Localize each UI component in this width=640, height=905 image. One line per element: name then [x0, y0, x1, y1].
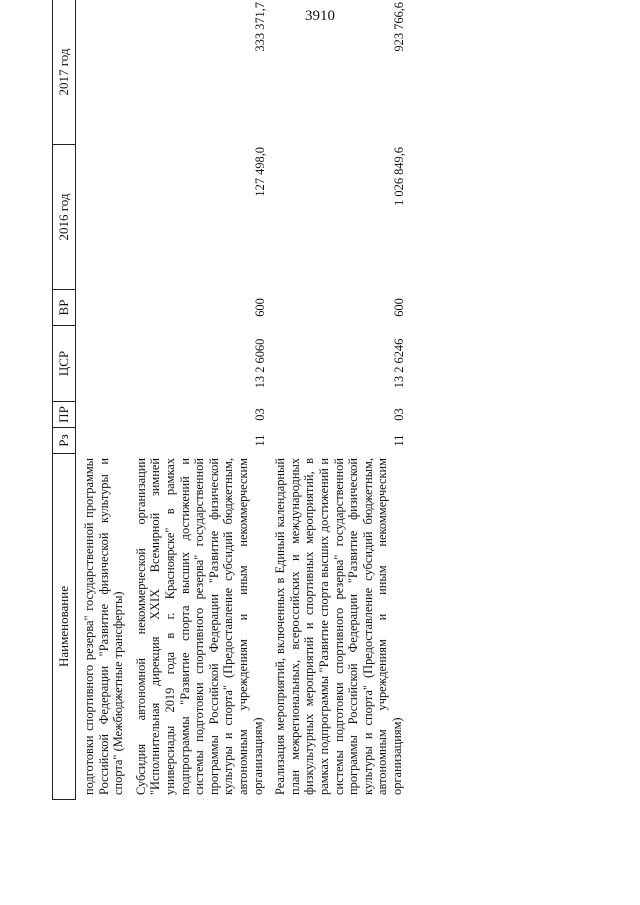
header-pr: ПР	[53, 402, 76, 428]
table-row	[76, 0, 128, 800]
row-pr	[76, 402, 128, 428]
row-csr: 13 2 6060	[128, 326, 267, 402]
header-row	[53, 0, 76, 800]
row-rz: 11	[267, 428, 406, 454]
row-pr: 03	[128, 402, 267, 428]
header-csr: ЦСР	[53, 326, 76, 402]
header-2017: 2017 год	[53, 0, 76, 145]
page-number: 3910	[305, 8, 335, 24]
row-vr: 600	[128, 290, 267, 326]
row-2016: 1 026 849,6	[267, 145, 406, 290]
header-2016: 2016 год	[53, 145, 76, 290]
row-2017: 923 766,6	[267, 0, 406, 145]
rotated-table-container	[52, 0, 612, 800]
row-rz	[76, 428, 128, 454]
row-vr	[76, 290, 128, 326]
table-row	[128, 0, 267, 800]
budget-table	[52, 0, 406, 800]
header-name: Наименование	[53, 454, 76, 800]
row-vr: 600	[267, 290, 406, 326]
header-rz: Рз	[53, 428, 76, 454]
row-2017: 333 371,7	[128, 0, 267, 145]
row-name: подготовки спортивного резерва" государственной программы Российской Федерации "Развитие физической культуры и спорта" (Межбюджетные трансферты)	[76, 454, 128, 800]
row-name: Субсидия автономной некоммерческой организации "Исполнительная дирекция XXIX Всемирной зимней универсиады 2019 года в г. Красноярске" в рамках подпрограммы "Развитие спорта высших достижений и системы подготовки спортивного резерва" государственной программы Российской Федерации "Развитие физической культуры и спорта" (Предоставление субсидий бюджетным, автономным учреждениям и иным некоммерческим организациям)	[128, 454, 267, 800]
row-rz: 11	[128, 428, 267, 454]
row-2017	[76, 0, 128, 145]
table-row	[267, 0, 406, 800]
row-csr	[76, 326, 128, 402]
row-2016	[76, 145, 128, 290]
row-name: Реализация мероприятий, включенных в Единый календарный план межрегиональных, всероссийских и международных физкультурных мероприятий и спортивных мероприятий, в рамках подпрограммы "Развитие спорта высших достижений и системы подготовки спортивного резерва" государственной программы Российской Федерации "Развитие физической культуры и спорта" (Предоставление субсидий бюджетным, автономным учреждениям и иным некоммерческим организациям)	[267, 454, 406, 800]
row-pr: 03	[267, 402, 406, 428]
row-2016: 127 498,0	[128, 145, 267, 290]
row-csr: 13 2 6246	[267, 326, 406, 402]
header-vr: ВР	[53, 290, 76, 326]
